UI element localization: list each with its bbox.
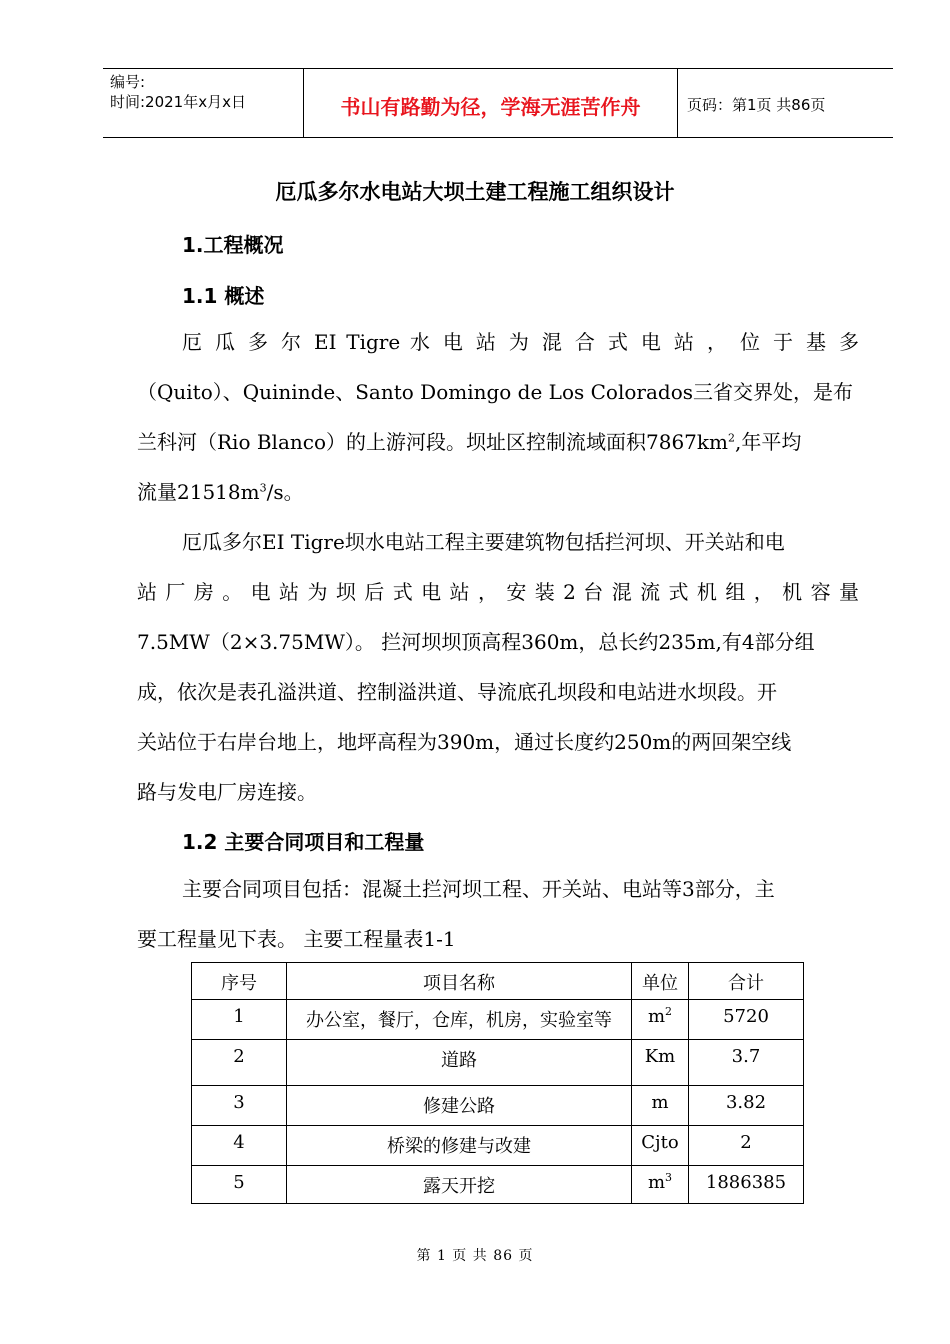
- cell-text: 办公室，餐厅，仓库，机房，实验室等: [306, 1010, 612, 1031]
- cell-text: [632, 1166, 688, 1193]
- cell-no: [192, 1126, 287, 1166]
- unit-superscript: 3: [665, 1171, 673, 1184]
- cell-no: [192, 1000, 287, 1040]
- table-row: [192, 1086, 804, 1126]
- quantities-table: [191, 962, 804, 1204]
- cell-no: [192, 1166, 287, 1204]
- cell-text: 修建公路: [423, 1096, 495, 1117]
- cell-text: [632, 1086, 688, 1113]
- cell-name: [287, 1166, 632, 1204]
- cell-text: 3.7: [731, 1046, 761, 1067]
- paragraph-overview: [137, 317, 859, 517]
- unit-text: Km: [644, 1046, 676, 1067]
- table-row: [192, 1126, 804, 1166]
- paragraph-line: （Quito）、Quininde、Santo Domingo de Los Colorados三省交界处，是布: [137, 380, 853, 404]
- cell-total: [689, 1086, 804, 1126]
- paragraph-line: 路与发电厂房连接。: [137, 780, 317, 804]
- paragraph-line: 主要合同项目包括：混凝土拦河坝工程、开关站、电站等3部分，主: [182, 877, 775, 901]
- header-name: 项目名称: [423, 973, 495, 994]
- cell-text: 露天开挖: [423, 1176, 495, 1197]
- cell-text: 3.82: [725, 1092, 767, 1113]
- unit-text: m: [647, 1006, 666, 1027]
- page-header: [103, 68, 893, 138]
- cell-total: [689, 1000, 804, 1040]
- cell-no: [192, 1040, 287, 1086]
- superscript: 2: [727, 431, 735, 445]
- cell-text: [632, 1126, 688, 1153]
- cell-name: [287, 1126, 632, 1166]
- section-heading-1-1: 1.1 概述: [182, 284, 265, 308]
- header-unit: 单位: [642, 973, 678, 994]
- cell-unit: [632, 1000, 689, 1040]
- cell-total: [689, 1166, 804, 1204]
- cell-text: 5: [233, 1172, 245, 1193]
- paragraph-line: 厄瓜多尔EI Tigre坝水电站工程主要建筑物包括拦河坝、开关站和电: [182, 530, 785, 554]
- table-header-row: [192, 963, 804, 1000]
- header-motto: 书山有路勤为径，学海无涯苦作舟: [304, 69, 678, 137]
- cell-total: [689, 1126, 804, 1166]
- paragraph-line: 厄 瓜 多 尔 EI Tigre 水 电 站 为 混 合 式 电 站 ， 位 于 基 多: [182, 330, 859, 354]
- cell-text: 2: [233, 1046, 245, 1067]
- document-title: 厄瓜多尔水电站大坝土建工程施工组织设计: [275, 180, 675, 204]
- paragraph-line: [137, 417, 859, 467]
- cell-text: 4: [233, 1132, 245, 1153]
- header-total: 合计: [728, 973, 764, 994]
- cell-unit: [632, 1086, 689, 1126]
- paragraph-line: 7.5MW（2×3.75MW）。 拦河坝坝顶高程360m，总长约235m,有4部分组: [137, 630, 815, 654]
- paragraph-structures: [137, 517, 859, 817]
- paragraph-line: 成，依次是表孔溢洪道、控制溢洪道、导流底孔坝段和电站进水坝段。开: [137, 680, 777, 704]
- cell-text: 道路: [441, 1050, 477, 1071]
- cell-text: 5720: [723, 1006, 769, 1027]
- paragraph-line: [137, 467, 859, 517]
- unit-text: m: [651, 1092, 669, 1113]
- cell-text: 桥梁的修建与改建: [387, 1136, 531, 1157]
- text-run: 兰科河（Rio Blanco）的上游河段。坝址区控制流域面积7867km: [137, 430, 728, 454]
- table-header-cell: [689, 963, 804, 1000]
- section-heading-1: 1.工程概况: [182, 233, 284, 257]
- text-run: 流量21518m: [137, 480, 260, 504]
- cell-text: [632, 1000, 688, 1027]
- unit-text: Cjto: [641, 1132, 679, 1153]
- cell-name: [287, 1086, 632, 1126]
- cell-name: [287, 1040, 632, 1086]
- header-time-label: 时间:2021年x月x日: [110, 93, 246, 111]
- paragraph-line: 站 厂 房 。 电 站 为 坝 后 式 电 站 ， 安 装 2 台 混 流 式 机 组 ， 机 容 量: [137, 580, 859, 604]
- cell-text: 3: [233, 1092, 245, 1113]
- cell-unit: [632, 1126, 689, 1166]
- table-header-cell: [287, 963, 632, 1000]
- cell-text: [632, 1040, 688, 1067]
- paragraph-contract-items: [137, 864, 859, 964]
- page-footer: 第 1 页 共 86 页: [416, 1248, 534, 1264]
- cell-text: 1: [233, 1006, 245, 1027]
- unit-text: m: [647, 1172, 666, 1193]
- cell-no: [192, 1086, 287, 1126]
- header-meta: [103, 69, 304, 137]
- table-header-cell: [192, 963, 287, 1000]
- cell-unit: [632, 1166, 689, 1204]
- paragraph-line: 要工程量见下表。 主要工程量表1-1: [137, 927, 456, 951]
- unit-superscript: 2: [665, 1005, 673, 1018]
- table-row: [192, 1040, 804, 1086]
- header-no: 序号: [221, 973, 257, 994]
- text-run: /s。: [266, 480, 304, 504]
- paragraph-line: 关站位于右岸台地上，地坪高程为390m，通过长度约250m的两回架空线: [137, 730, 792, 754]
- cell-text: 1886385: [705, 1172, 787, 1193]
- header-page-label: 页码：第1页 共86页: [687, 95, 826, 114]
- table-row: [192, 1166, 804, 1204]
- table-row: [192, 1000, 804, 1040]
- section-heading-1-2: 1.2 主要合同项目和工程量: [182, 830, 425, 854]
- cell-unit: [632, 1040, 689, 1086]
- superscript: 3: [259, 481, 267, 495]
- cell-total: [689, 1040, 804, 1086]
- table-header-cell: [632, 963, 689, 1000]
- cell-text: 2: [740, 1132, 752, 1153]
- header-number-label: 编号:: [110, 73, 146, 91]
- text-run: ,年平均: [734, 430, 802, 454]
- cell-name: [287, 1000, 632, 1040]
